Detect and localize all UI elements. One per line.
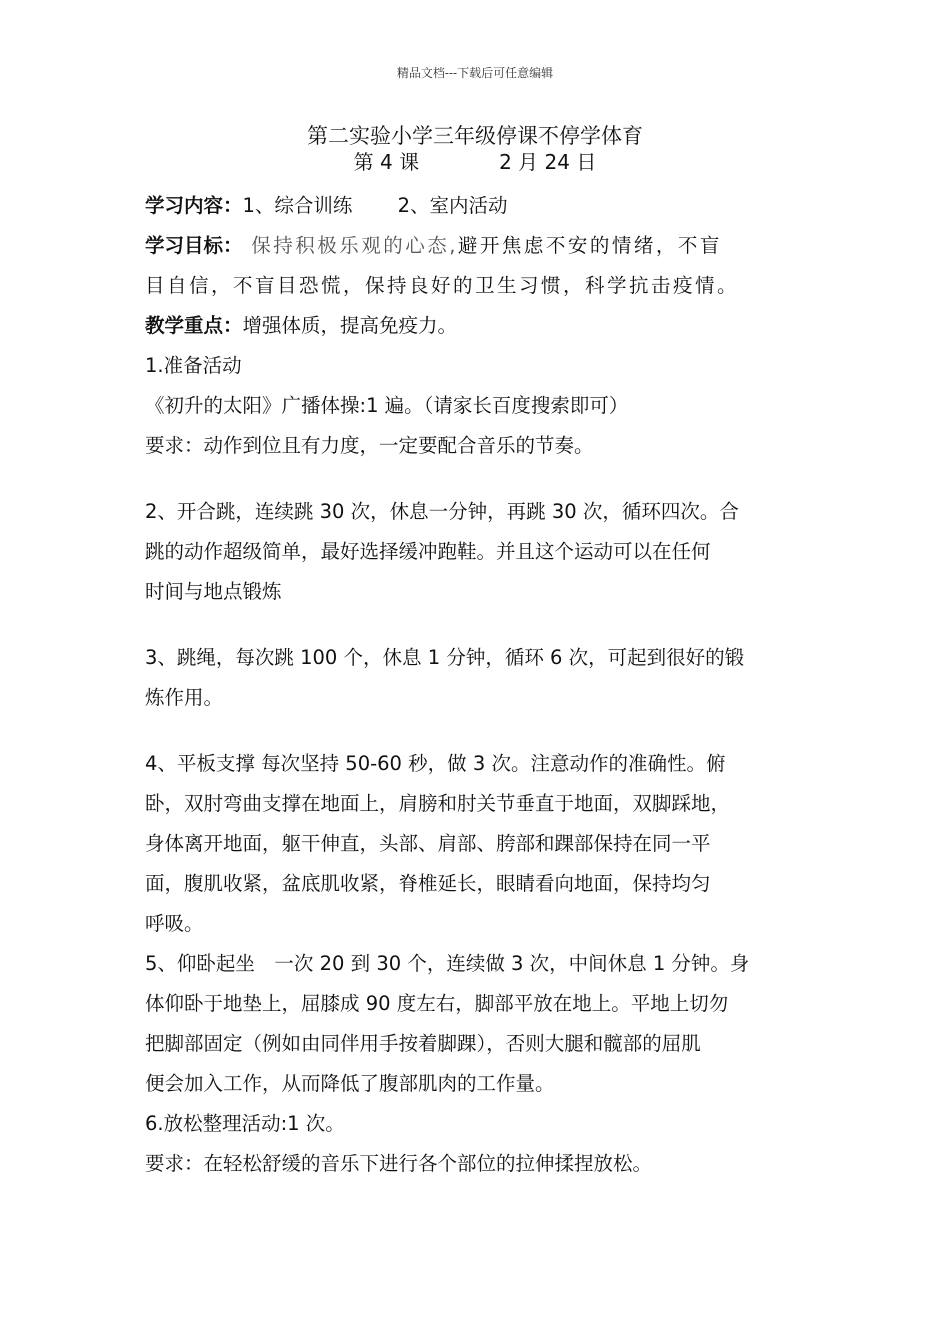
section-4-line: 4、平板支撑 每次坚持 50-60 秒，做 3 次。注意动作的准确性。俯 (145, 752, 726, 775)
document-title: 第二实验小学三年级停课不停学体育 (307, 124, 643, 148)
section-3-line: 炼作用。 (145, 686, 224, 709)
section-6-line-1: 6.放松整理活动:1 次。 (145, 1112, 345, 1135)
goal-line-1 (145, 226, 815, 266)
paragraph-gap (145, 466, 815, 492)
section-1-heading: 1.准备活动 (145, 354, 242, 377)
goal-text-rest: 避开焦虑不安的情绪，不盲 (457, 234, 722, 257)
study-content-label: 学习内容： (145, 194, 243, 217)
section-4-line: 呼吸。 (145, 912, 204, 935)
section-3-line: 3、跳绳，每次跳 100 个，休息 1 分钟，循环 6 次，可起到很好的锻 (145, 646, 745, 669)
section-4-line: 面，腹肌收紧，盆底肌收紧，脊椎延长，眼睛看向地面，保持均匀 (145, 872, 711, 895)
section-1-line-1: 《初升的太阳》广播体操:1 遍。（请家长百度搜索即可） (145, 394, 629, 417)
paragraph-gap (145, 718, 815, 744)
paragraph-gap (145, 612, 815, 638)
section-5-line: 体仰卧于地垫上，屈膝成 90 度左右，脚部平放在地上。平地上切勿 (145, 992, 729, 1015)
focus-label: 教学重点： (145, 314, 243, 337)
section-4-line: 卧，双肘弯曲支撑在地面上，肩膀和肘关节垂直于地面，双脚踩地， (145, 792, 731, 815)
section-5-line: 便会加入工作，从而降低了腹部肌肉的工作量。 (145, 1072, 555, 1095)
document-body (145, 186, 815, 1184)
section-6-line-2: 要求：在轻松舒缓的音乐下进行各个部位的拉伸揉捏放松。 (145, 1152, 653, 1175)
section-1-line-2: 要求：动作到位且有力度，一定要配合音乐的节奏。 (145, 434, 594, 457)
lesson-date-line: 第 4 课 2 月 24 日 (353, 150, 597, 174)
section-5-line: 把脚部固定（例如由同伴用手按着脚踝），否则大腿和髋部的屈肌 (145, 1032, 701, 1055)
page-watermark: 精品文档---下载后可任意编辑 (396, 66, 554, 80)
study-content-line (145, 186, 815, 226)
section-5-line: 5、仰卧起坐 一次 20 到 30 个，连续做 3 次，中间休息 1 分钟。身 (145, 952, 750, 975)
focus-line (145, 306, 815, 346)
focus-text: 增强体质，提高免疫力。 (242, 314, 458, 337)
section-2-line: 2、开合跳，连续跳 30 次，休息一分钟，再跳 30 次，循环四次。合 (145, 500, 739, 523)
section-2-line: 时间与地点锻炼 (145, 580, 282, 603)
goal-text-light: 保持积极乐观的心态, (242, 234, 458, 257)
section-4-line: 身体离开地面，躯干伸直，头部、肩部、胯部和踝部保持在同一平 (145, 832, 711, 855)
goal-line-2: 目自信，不盲目恐慌，保持良好的卫生习惯，科学抗击疫情。 (145, 274, 740, 297)
goal-label: 学习目标： (145, 234, 243, 257)
study-content-text: 1、综合训练 2、室内活动 (242, 194, 508, 217)
section-2-line: 跳的动作超级简单，最好选择缓冲跑鞋。并且这个运动可以在任何 (145, 540, 711, 563)
